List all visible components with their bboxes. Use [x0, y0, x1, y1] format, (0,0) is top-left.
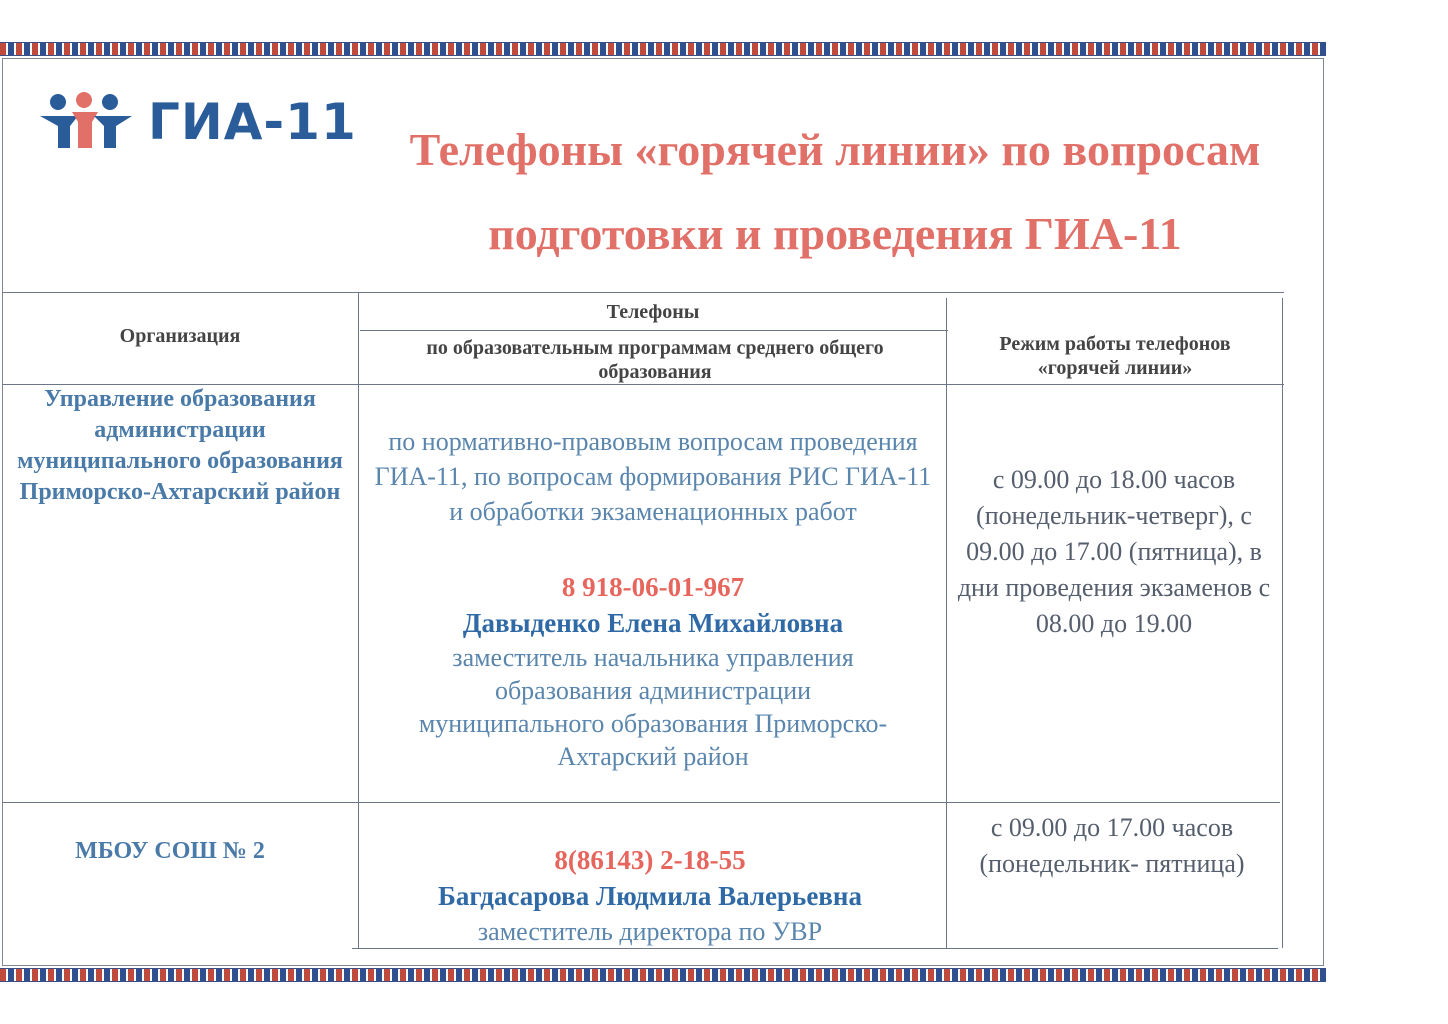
header-organization: Организация	[119, 325, 241, 347]
gia-people-logo-icon	[38, 92, 134, 152]
phones-sub-line	[360, 330, 948, 331]
row2-position: заместитель директора по УВР	[477, 917, 823, 946]
row1-hours: с 09.00 до 18.00 часов (понедельник-четверг), с 09.00 до 17.00 (пятница), в дни проведения экзаменов с 08.00 до 19.00	[957, 465, 1271, 638]
row1-phone: 8 918-06-01-967	[561, 572, 745, 602]
top-border-strip	[0, 42, 1326, 56]
row1-topic: по нормативно-правовым вопросам проведения ГИА-11, по вопросам формирования РИС ГИА-11 и обработки экзаменационных работ	[374, 427, 932, 526]
row1-contact	[360, 424, 946, 773]
row1-organization: Управление образования администрации муниципального образования Приморско-Ахтарский район	[17, 386, 343, 505]
header-phones: Телефоны	[606, 301, 700, 323]
table-right-line	[1282, 298, 1283, 948]
row2-phone: 8(86143) 2-18-55	[554, 845, 746, 875]
row2-hours: с 09.00 до 17.00 часов (понедельник- пятница)	[979, 813, 1245, 878]
bottom-border-strip	[0, 968, 1326, 982]
row2-organization: МБОУ СОШ № 2	[75, 838, 265, 864]
header-hours: Режим работы телефонов «горячей линии»	[999, 333, 1231, 379]
table-top-line	[2, 292, 1284, 293]
title-line-2: подготовки и проведения ГИА-11	[488, 208, 1182, 259]
row-separator-line	[2, 802, 1280, 803]
header-phones-sub: по образовательным программам среднего общего образования	[426, 337, 884, 383]
page-title	[370, 108, 1300, 276]
row2-contact	[354, 842, 946, 949]
row2-person: Багдасарова Людмила Валерьевна	[438, 881, 862, 911]
row1-person: Давыденко Елена Михайловна	[462, 608, 844, 638]
logo-text: ГИА-11	[148, 93, 357, 151]
title-line-1: Телефоны «горячей линии» по вопросам	[409, 124, 1261, 175]
row1-position: заместитель начальника управления образования администрации муниципального образования Приморско-Ахтарский район	[418, 643, 888, 771]
gia-logo	[38, 92, 357, 152]
